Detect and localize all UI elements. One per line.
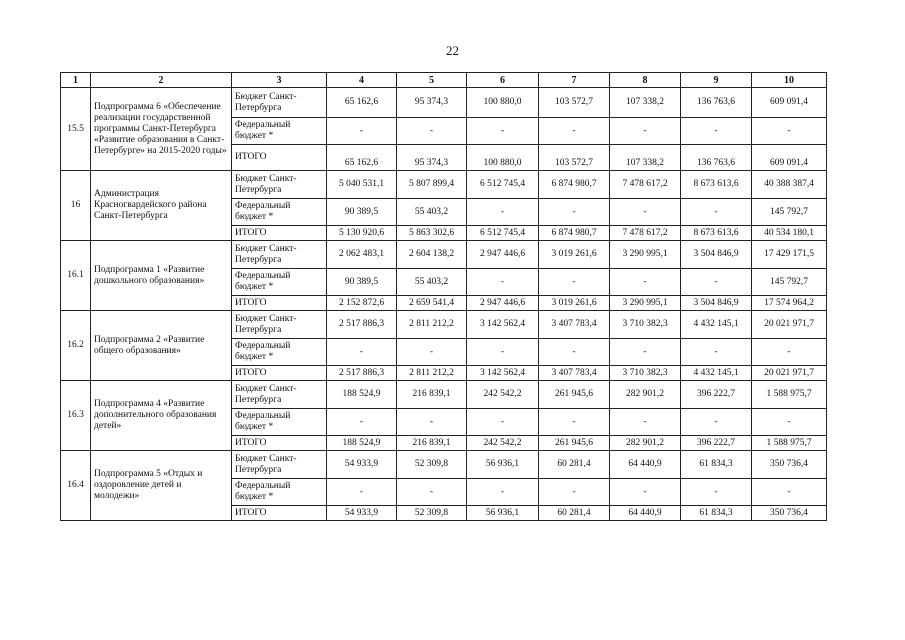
row-number-cell: 16.1: [61, 241, 91, 311]
amount-cell: 107 338,2: [610, 88, 681, 118]
amount-cell: 3 504 846,9: [681, 241, 752, 269]
funding-source-cell: Бюджет Санкт-Петербурга: [232, 451, 327, 479]
amount-cell: -: [327, 339, 397, 366]
column-header: 2: [91, 73, 232, 88]
amount-cell: -: [752, 479, 827, 506]
amount-cell: 54 933,9: [327, 506, 397, 521]
amount-cell: 60 281,4: [539, 451, 610, 479]
funding-source-cell: Бюджет Санкт-Петербурга: [232, 381, 327, 409]
amount-cell: 52 309,8: [397, 451, 467, 479]
amount-cell: 6 512 745,4: [467, 226, 539, 241]
amount-cell: 55 403,2: [397, 199, 467, 226]
amount-cell: 65 162,6: [327, 88, 397, 118]
column-header: 4: [327, 73, 397, 88]
amount-cell: 5 863 302,6: [397, 226, 467, 241]
table-body: [61, 88, 827, 521]
amount-cell: -: [327, 479, 397, 506]
amount-cell: 90 389,5: [327, 199, 397, 226]
amount-cell: -: [681, 479, 752, 506]
amount-cell: 7 478 617,2: [610, 226, 681, 241]
amount-cell: -: [397, 118, 467, 145]
amount-cell: -: [539, 269, 610, 296]
column-header: 6: [467, 73, 539, 88]
amount-cell: 5 807 899,4: [397, 171, 467, 199]
amount-cell: -: [467, 199, 539, 226]
amount-cell: -: [327, 118, 397, 145]
amount-cell: 54 933,9: [327, 451, 397, 479]
amount-cell: 95 374,3: [397, 145, 467, 171]
amount-cell: -: [397, 409, 467, 436]
table-row: [61, 241, 827, 269]
column-header: 3: [232, 73, 327, 88]
amount-cell: 3 407 783,4: [539, 311, 610, 339]
amount-cell: 3 142 562,4: [467, 311, 539, 339]
amount-cell: -: [397, 479, 467, 506]
amount-cell: -: [610, 199, 681, 226]
amount-cell: 2 062 483,1: [327, 241, 397, 269]
amount-cell: 90 389,5: [327, 269, 397, 296]
amount-cell: 4 432 145,1: [681, 366, 752, 381]
amount-cell: 2 517 886,3: [327, 311, 397, 339]
column-header: 5: [397, 73, 467, 88]
amount-cell: 261 945,6: [539, 381, 610, 409]
amount-cell: 3 290 995,1: [610, 241, 681, 269]
amount-cell: 55 403,2: [397, 269, 467, 296]
amount-cell: 1 588 975,7: [752, 436, 827, 451]
amount-cell: -: [610, 479, 681, 506]
funding-source-cell: Бюджет Санкт-Петербурга: [232, 171, 327, 199]
amount-cell: -: [467, 269, 539, 296]
amount-cell: -: [681, 118, 752, 145]
amount-cell: 6 874 980,7: [539, 171, 610, 199]
amount-cell: 2 659 541,4: [397, 296, 467, 311]
amount-cell: 2 811 212,2: [397, 366, 467, 381]
amount-cell: 95 374,3: [397, 88, 467, 118]
amount-cell: -: [539, 479, 610, 506]
amount-cell: 2 947 446,6: [467, 241, 539, 269]
amount-cell: 609 091,4: [752, 88, 827, 118]
amount-cell: 61 834,3: [681, 451, 752, 479]
funding-source-cell: Федеральный бюджет *: [232, 118, 327, 145]
table-row: [61, 451, 827, 479]
amount-cell: 52 309,8: [397, 506, 467, 521]
amount-cell: -: [752, 409, 827, 436]
amount-cell: 396 222,7: [681, 381, 752, 409]
row-number-cell: 16: [61, 171, 91, 241]
amount-cell: 61 834,3: [681, 506, 752, 521]
amount-cell: 17 574 964,2: [752, 296, 827, 311]
amount-cell: 2 517 886,3: [327, 366, 397, 381]
column-header: 7: [539, 73, 610, 88]
table-row: [61, 311, 827, 339]
amount-cell: -: [467, 118, 539, 145]
amount-cell: -: [610, 269, 681, 296]
program-name-cell: Подпрограмма 1 «Развитие дошкольного образования»: [91, 241, 232, 311]
amount-cell: -: [610, 339, 681, 366]
program-name-cell: Подпрограмма 6 «Обеспечение реализации государственной программы Санкт-Петербурга «Развитие образования в Санкт-Петербурге» на 2015-2020 годы»: [91, 88, 232, 171]
amount-cell: 350 736,4: [752, 451, 827, 479]
amount-cell: 145 792,7: [752, 269, 827, 296]
program-name-cell: Подпрограмма 2 «Развитие общего образования»: [91, 311, 232, 381]
amount-cell: -: [681, 199, 752, 226]
amount-cell: 396 222,7: [681, 436, 752, 451]
amount-cell: 261 945,6: [539, 436, 610, 451]
amount-cell: 8 673 613,6: [681, 171, 752, 199]
funding-source-cell: ИТОГО: [232, 226, 327, 241]
table-row: [61, 171, 827, 199]
funding-source-cell: ИТОГО: [232, 366, 327, 381]
amount-cell: 609 091,4: [752, 145, 827, 171]
amount-cell: -: [539, 118, 610, 145]
amount-cell: 8 673 613,6: [681, 226, 752, 241]
amount-cell: 188 524,9: [327, 436, 397, 451]
amount-cell: 136 763,6: [681, 88, 752, 118]
amount-cell: 7 478 617,2: [610, 171, 681, 199]
row-number-cell: 16.4: [61, 451, 91, 521]
amount-cell: 3 407 783,4: [539, 366, 610, 381]
amount-cell: 5 130 920,6: [327, 226, 397, 241]
amount-cell: 103 572,7: [539, 145, 610, 171]
amount-cell: 40 388 387,4: [752, 171, 827, 199]
amount-cell: 2 604 138,2: [397, 241, 467, 269]
amount-cell: 6 874 980,7: [539, 226, 610, 241]
amount-cell: 282 901,2: [610, 436, 681, 451]
amount-cell: 103 572,7: [539, 88, 610, 118]
amount-cell: -: [752, 118, 827, 145]
funding-source-cell: Бюджет Санкт-Петербурга: [232, 311, 327, 339]
amount-cell: 242 542,2: [467, 381, 539, 409]
amount-cell: -: [681, 339, 752, 366]
amount-cell: -: [681, 409, 752, 436]
amount-cell: -: [397, 339, 467, 366]
amount-cell: -: [610, 118, 681, 145]
funding-source-cell: Бюджет Санкт-Петербурга: [232, 241, 327, 269]
amount-cell: 3 019 261,6: [539, 296, 610, 311]
amount-cell: 3 142 562,4: [467, 366, 539, 381]
amount-cell: 2 947 446,6: [467, 296, 539, 311]
amount-cell: 6 512 745,4: [467, 171, 539, 199]
amount-cell: 56 936,1: [467, 506, 539, 521]
funding-source-cell: Федеральный бюджет *: [232, 479, 327, 506]
amount-cell: 40 534 180,1: [752, 226, 827, 241]
amount-cell: 1 588 975,7: [752, 381, 827, 409]
funding-source-cell: ИТОГО: [232, 506, 327, 521]
funding-source-cell: Федеральный бюджет *: [232, 409, 327, 436]
budget-table: [60, 72, 827, 521]
page-number: 22: [446, 43, 459, 58]
amount-cell: 3 710 382,3: [610, 311, 681, 339]
amount-cell: 107 338,2: [610, 145, 681, 171]
amount-cell: 56 936,1: [467, 451, 539, 479]
amount-cell: 136 763,6: [681, 145, 752, 171]
funding-source-cell: Федеральный бюджет *: [232, 339, 327, 366]
amount-cell: 3 710 382,3: [610, 366, 681, 381]
amount-cell: 60 281,4: [539, 506, 610, 521]
amount-cell: 4 432 145,1: [681, 311, 752, 339]
amount-cell: -: [467, 339, 539, 366]
amount-cell: 282 901,2: [610, 381, 681, 409]
amount-cell: 100 880,0: [467, 88, 539, 118]
amount-cell: 2 152 872,6: [327, 296, 397, 311]
column-header: 1: [61, 73, 91, 88]
amount-cell: 3 290 995,1: [610, 296, 681, 311]
program-name-cell: Подпрограмма 4 «Развитие дополнительного образования детей»: [91, 381, 232, 451]
amount-cell: 188 524,9: [327, 381, 397, 409]
amount-cell: 100 880,0: [467, 145, 539, 171]
amount-cell: 3 019 261,6: [539, 241, 610, 269]
funding-source-cell: Федеральный бюджет *: [232, 199, 327, 226]
funding-source-cell: Бюджет Санкт-Петербурга: [232, 88, 327, 118]
amount-cell: -: [539, 199, 610, 226]
amount-cell: 145 792,7: [752, 199, 827, 226]
table-row: [61, 381, 827, 409]
amount-cell: 64 440,9: [610, 506, 681, 521]
amount-cell: -: [467, 479, 539, 506]
amount-cell: 350 736,4: [752, 506, 827, 521]
funding-source-cell: ИТОГО: [232, 436, 327, 451]
amount-cell: 17 429 171,5: [752, 241, 827, 269]
column-header: 9: [681, 73, 752, 88]
row-number-cell: 15.5: [61, 88, 91, 171]
program-name-cell: Подпрограмма 5 «Отдых и оздоровление детей и молодежи»: [91, 451, 232, 521]
amount-cell: 20 021 971,7: [752, 311, 827, 339]
column-header: 10: [752, 73, 827, 88]
amount-cell: -: [752, 339, 827, 366]
amount-cell: 216 839,1: [397, 381, 467, 409]
amount-cell: 2 811 212,2: [397, 311, 467, 339]
table-row: [61, 88, 827, 118]
amount-cell: -: [327, 409, 397, 436]
amount-cell: 20 021 971,7: [752, 366, 827, 381]
amount-cell: 65 162,6: [327, 145, 397, 171]
amount-cell: -: [539, 339, 610, 366]
column-number-row: [61, 73, 827, 88]
funding-source-cell: Федеральный бюджет *: [232, 269, 327, 296]
funding-source-cell: ИТОГО: [232, 296, 327, 311]
row-number-cell: 16.2: [61, 311, 91, 381]
funding-source-cell: ИТОГО: [232, 145, 327, 171]
amount-cell: 64 440,9: [610, 451, 681, 479]
column-header: 8: [610, 73, 681, 88]
amount-cell: 5 040 531,1: [327, 171, 397, 199]
amount-cell: 242 542,2: [467, 436, 539, 451]
amount-cell: -: [467, 409, 539, 436]
amount-cell: -: [610, 409, 681, 436]
amount-cell: -: [539, 409, 610, 436]
row-number-cell: 16.3: [61, 381, 91, 451]
amount-cell: -: [681, 269, 752, 296]
amount-cell: 3 504 846,9: [681, 296, 752, 311]
program-name-cell: Администрация Красногвардейского района Санкт-Петербурга: [91, 171, 232, 241]
amount-cell: 216 839,1: [397, 436, 467, 451]
